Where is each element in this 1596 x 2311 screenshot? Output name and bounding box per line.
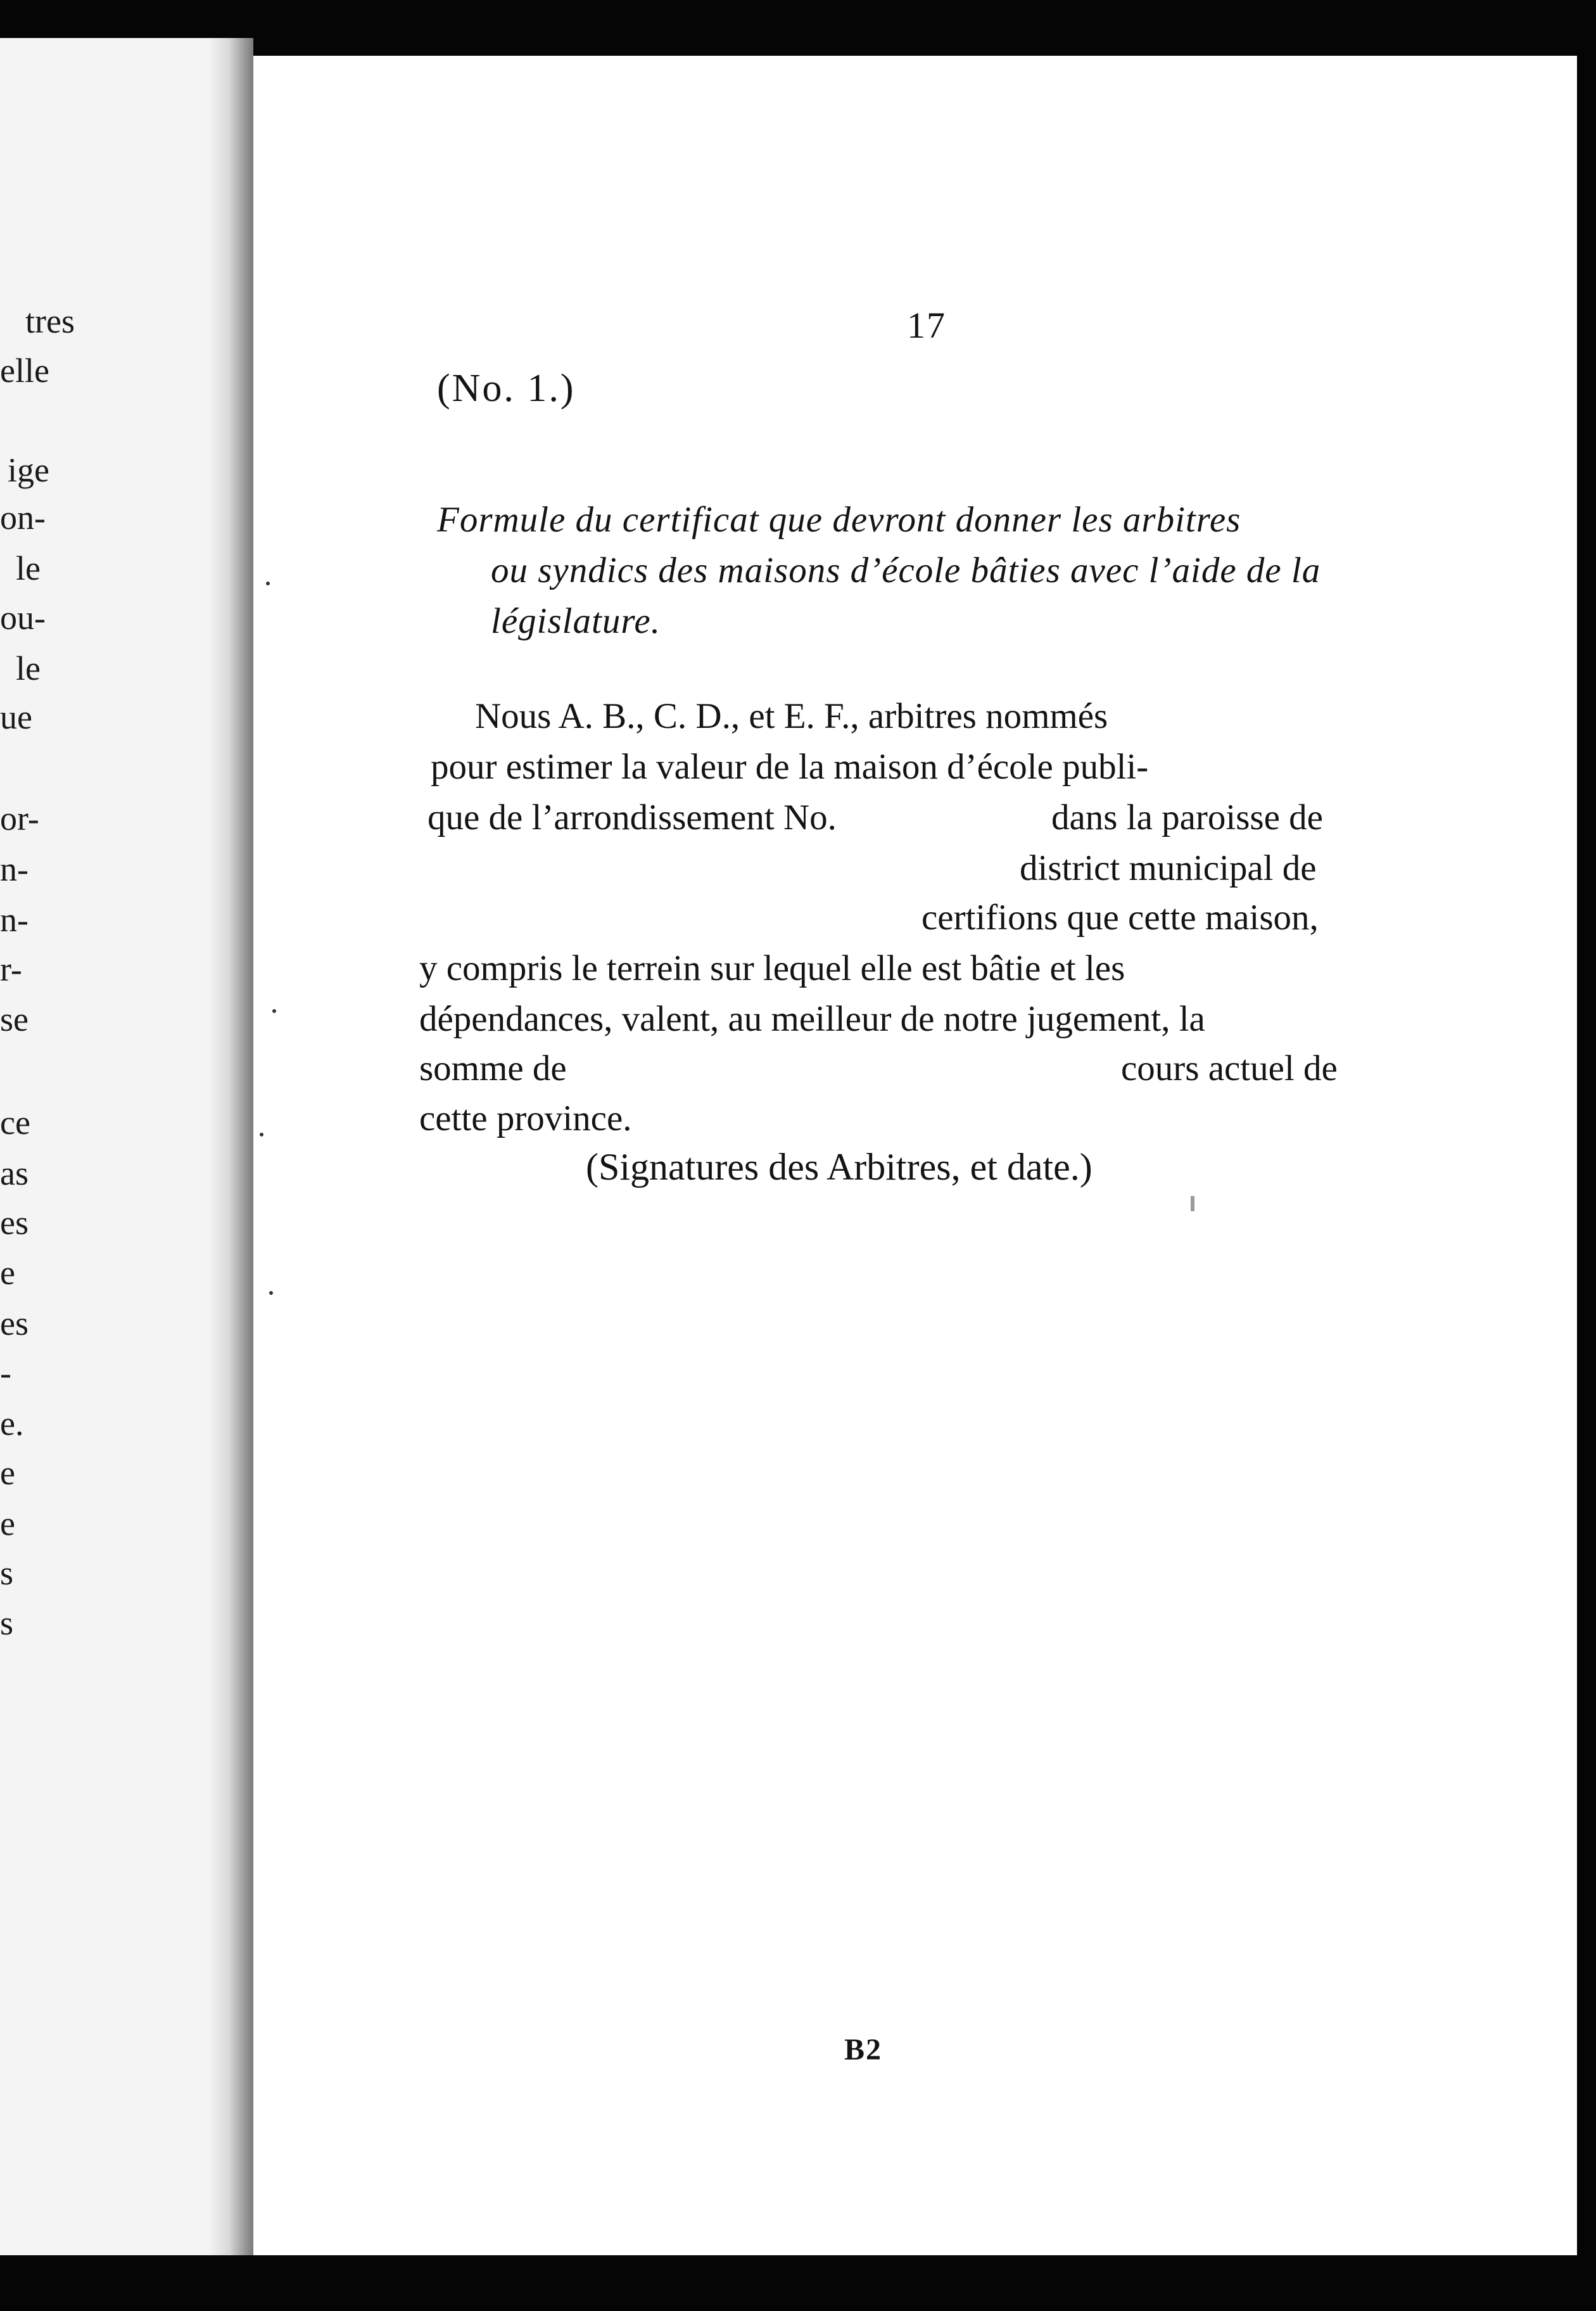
form-title-line: législature. — [491, 601, 661, 641]
left-page-fragment: es — [0, 1304, 28, 1342]
left-page-fragment: e — [0, 1505, 15, 1543]
form-title-line: Formule du certificat que devront donner les arbitres — [437, 500, 1241, 540]
body-line: que de l’arrondissement No. — [428, 798, 837, 837]
left-page-fragment: le — [16, 549, 41, 587]
signature-note: (Signatures des Arbitres, et date.) — [586, 1146, 1092, 1188]
left-page-fragment: elle — [0, 352, 49, 390]
scan-speck — [269, 1291, 273, 1295]
sheet-signature-mark: B2 — [844, 2033, 883, 2066]
left-page-fragment: n- — [0, 850, 28, 888]
left-page-fragment: e. — [0, 1404, 24, 1442]
body-line: dans la paroisse de — [1051, 798, 1323, 837]
left-page-fragment: ou- — [0, 599, 46, 637]
scan-background-right — [1577, 0, 1596, 2311]
form-number: (No. 1.) — [437, 367, 576, 410]
body-line: Nous A. B., C. D., et E. F., arbitres nommés — [475, 696, 1108, 736]
left-page-fragment: ce — [0, 1104, 30, 1142]
left-page-fragment: on- — [0, 499, 46, 537]
left-page-fragment: s — [0, 1554, 14, 1592]
body-line: cours actuel de — [1121, 1048, 1338, 1088]
body-line: district municipal de — [1020, 848, 1317, 888]
body-line: dépendances, valent, au meilleur de notre jugement, la — [419, 999, 1205, 1039]
body-line: cette province. — [419, 1098, 632, 1138]
left-page-fragment: e — [0, 1254, 15, 1292]
left-page-fragment: ue — [0, 698, 32, 736]
body-line: pour estimer la valeur de la maison d’école publi- — [431, 747, 1149, 787]
body-line: somme de — [419, 1048, 567, 1088]
body-line: certifions que cette maison, — [922, 898, 1319, 938]
left-page-fragment: - — [0, 1354, 11, 1392]
page-number: 17 — [907, 305, 946, 346]
document-page — [253, 56, 1577, 2257]
body-line: y compris le terrein sur lequel elle est bâtie et les — [419, 948, 1125, 988]
left-page-fragment: as — [0, 1154, 28, 1192]
left-page-fragment: le — [16, 649, 41, 687]
form-title-line: ou syndics des maisons d’école bâties avec l’aide de la — [491, 551, 1321, 590]
scan-speck — [266, 582, 270, 585]
scan-background-bottom — [0, 2255, 1596, 2311]
left-page-fragment: or- — [0, 799, 39, 837]
left-page-fragment: n- — [0, 901, 28, 939]
page-gutter — [209, 38, 253, 2255]
left-page-fragment: se — [0, 1000, 28, 1038]
ink-mark — [1191, 1196, 1194, 1211]
left-page-fragment: tres — [25, 302, 75, 340]
scan-speck — [260, 1133, 263, 1136]
left-page-fragment: ige — [8, 451, 49, 489]
left-page-fragment: s — [0, 1604, 14, 1642]
left-page-fragment: e — [0, 1454, 15, 1492]
left-page-fragment: r- — [0, 950, 22, 988]
previous-page-edge — [0, 38, 253, 2255]
scan-speck — [272, 1009, 276, 1013]
left-page-fragment: es — [0, 1204, 28, 1242]
